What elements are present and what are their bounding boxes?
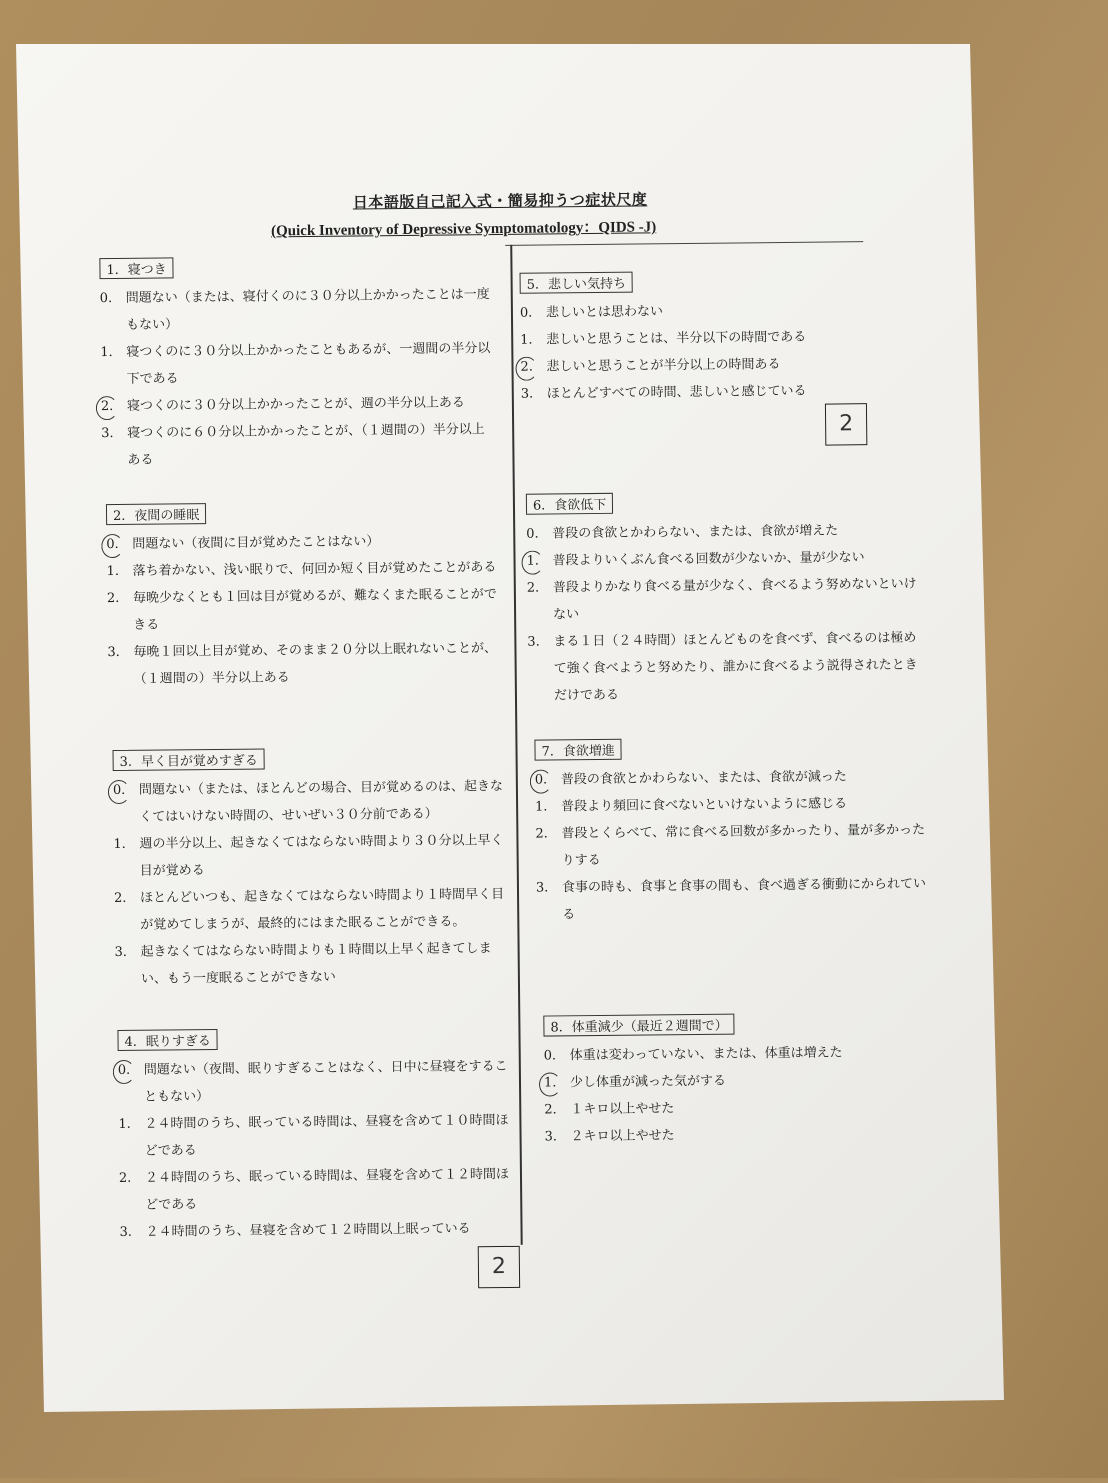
section-heading: 4．眠りすぎる (117, 1029, 217, 1051)
circled-option-number: 1． (526, 547, 548, 574)
option-item-selected[interactable] (520, 350, 840, 380)
section-heading: 5．悲しい気持ち (520, 272, 633, 294)
option-number: 2． (106, 590, 129, 607)
option-number: 3． (527, 634, 549, 650)
section-appetite-increase (534, 735, 932, 928)
circled-option-number: 0． (106, 531, 128, 558)
option-number: 2． (526, 580, 549, 596)
section-heading: 6．食欲低下 (526, 493, 613, 515)
option-text: 普段の食欲とかわらない、または、食欲が増えた (552, 523, 839, 542)
option-text: ほとんどいつも、起きなくてはならない時間より１時間早く目が覚めてしまうが、最終的にはまた眠ることができる。 (139, 886, 505, 933)
option-number: 1． (118, 1116, 140, 1133)
option-number: 3． (544, 1129, 566, 1145)
option-item-selected[interactable] (118, 1053, 517, 1111)
option-number: 3． (114, 944, 136, 961)
option-number: 1． (106, 563, 128, 580)
option-item[interactable] (544, 1093, 924, 1124)
option-item[interactable] (535, 816, 932, 874)
option-item[interactable] (544, 1039, 924, 1070)
option-number: 0． (519, 305, 542, 321)
option-text: 寝つくのに３０分以上かかったこともあるが、一週間の半分以下である (126, 341, 491, 387)
section-heading: 2．夜間の睡眠 (106, 503, 206, 525)
option-text: 問題ない（夜間、眠りすぎることはなく、日中に昼寝をすることもない） (143, 1058, 508, 1105)
option-number: 3． (107, 644, 129, 661)
option-number: 0． (526, 526, 548, 542)
option-item[interactable] (527, 571, 922, 629)
option-number: 3． (119, 1224, 141, 1241)
option-item[interactable] (527, 625, 922, 710)
option-item[interactable] (107, 581, 504, 639)
option-item[interactable] (119, 1215, 517, 1246)
option-text: 体重は変わっていない、または、体重は増えた (569, 1045, 843, 1064)
option-number: 1． (520, 332, 542, 348)
score-box: 2 (825, 403, 867, 445)
option-item[interactable] (100, 281, 493, 339)
section-appetite-decrease (526, 490, 922, 710)
circled-option-number: 0． (118, 1057, 140, 1084)
option-text: 寝つくのに３０分以上かかったことが、週の半分以上ある (126, 395, 465, 414)
option-text: 問題ない（または、ほとんどの場合、目が覚めるのは、起きなくてはいけない時間の、せいぜい３０分前である） (138, 778, 503, 825)
section-heading: 3．早く目が覚めすぎる (113, 748, 265, 771)
option-text: 普段の食欲とかわらない、または、食欲が減った (560, 769, 847, 788)
section-early-waking (113, 746, 512, 993)
option-item[interactable] (544, 1120, 924, 1151)
section-night-sleep (106, 500, 504, 693)
option-text: 毎晩１回以上目が覚め、そのまま２０分以上眠れないことが、（１週間の）半分以上ある (133, 641, 498, 687)
document-title: 日本語版自己記入式・簡易抑うつ症状尺度 (352, 190, 648, 212)
section-sadness (520, 269, 841, 407)
document-subtitle: (Quick Inventory of Depressive Symptomatology：QIDS -J) (270, 219, 657, 240)
option-text: ２キロ以上やせた (570, 1128, 675, 1145)
option-item-selected[interactable] (535, 762, 931, 793)
option-text: ２４時間のうち、昼寝を含めて１２時間以上眠っている (145, 1221, 471, 1240)
circled-option-number: 1． (544, 1069, 566, 1096)
option-item[interactable] (106, 554, 502, 585)
option-text: １キロ以上やせた (570, 1101, 675, 1118)
section-heading: 8．体重減少（最近２週間で） (543, 1014, 734, 1037)
option-text: ほとんどすべての時間、悲しいと感じている (546, 383, 807, 402)
option-text: 悲しいと思うことが半分以上の時間ある (546, 357, 781, 375)
option-item[interactable] (100, 335, 493, 393)
option-number: 1． (100, 344, 122, 361)
option-number: 2． (113, 890, 136, 907)
option-number: 3． (520, 386, 543, 402)
option-item-selected[interactable] (544, 1066, 924, 1097)
option-item[interactable] (521, 377, 841, 407)
option-item-selected[interactable] (101, 389, 493, 420)
option-item[interactable] (101, 416, 494, 474)
option-text: 問題ない（または、寝付くのに３０分以上かかったことは一度もない） (125, 287, 490, 333)
option-text: 毎晩少なくとも１回は目が覚めるが、難なくまた眠ることができる (132, 587, 497, 633)
option-item[interactable] (114, 935, 511, 993)
option-text: 普段より頻回に食べないといけないように感じる (561, 796, 848, 815)
option-text: 落ち着かない、浅い眠りで、何回か短く目が覚めたことがある (132, 560, 497, 579)
option-text: 悲しいとは思わない (545, 304, 664, 321)
option-text: 食事の時も、食事と食事の間も、食べ過ぎる衝動にかられている (561, 876, 927, 923)
option-number: 0． (543, 1048, 566, 1064)
section-weight-loss (543, 1012, 924, 1151)
section-heading: 7．食欲増進 (534, 739, 621, 761)
section-sleep-onset (99, 254, 493, 474)
option-item[interactable] (114, 881, 511, 939)
option-number: 3． (101, 425, 123, 442)
option-item[interactable] (535, 789, 931, 820)
option-number: 2． (535, 826, 557, 842)
option-number: 3． (535, 880, 558, 896)
option-text: 普段とくらべて、常に食べる回数が多かったり、量が多かったりする (561, 822, 926, 869)
option-text: 普段よりいくぶん食べる回数が少ないか、量が少ない (552, 550, 865, 569)
option-text: 普段よりかなり食べる量が少なく、食べるよう努めないといけない (552, 576, 917, 623)
option-number: 1． (113, 836, 135, 853)
option-text: 起きなくてはならない時間よりも１時間以上早く起きてしまい、もう一度眠ることができない (140, 941, 492, 987)
option-item[interactable] (119, 1161, 518, 1219)
option-text: 悲しいと思うことは、半分以下の時間である (546, 329, 807, 348)
option-text: ２４時間のうち、眠っている時間は、昼寝を含めて１０時間ほどである (144, 1112, 509, 1159)
option-text: まる１日（２４時間）ほとんどものを食べず、食べるのは極めて強く食べようと努めたり、誰かに食べるよう説得されたときだけである (553, 630, 918, 704)
option-item[interactable] (113, 827, 510, 885)
option-item-selected[interactable] (526, 544, 920, 575)
option-number: 1． (535, 799, 557, 815)
option-item[interactable] (520, 296, 840, 326)
option-number: 0． (99, 290, 122, 307)
option-item[interactable] (520, 323, 840, 353)
option-item[interactable] (107, 635, 504, 693)
option-item[interactable] (118, 1107, 517, 1165)
option-text: 少し体重が減った気がする (569, 1073, 727, 1091)
option-number: 2． (544, 1102, 566, 1118)
option-number: 2． (118, 1170, 141, 1187)
option-text: 寝つくのに６０分以上かかったことが、（１週間の）半分以上ある (127, 422, 485, 468)
circled-option-number: 0． (535, 766, 557, 793)
option-item-selected[interactable] (113, 773, 510, 831)
option-item-selected[interactable] (106, 527, 502, 558)
circled-option-number: 2． (101, 393, 123, 420)
option-item[interactable] (536, 870, 933, 928)
option-text: ２４時間のうち、眠っている時間は、昼寝を含めて１２時間ほどである (144, 1166, 510, 1213)
option-item[interactable] (526, 517, 920, 548)
option-text: 問題ない（夜間に目が覚めたことはない） (132, 534, 380, 552)
score-box: 2 (478, 1246, 520, 1288)
section-oversleeping (117, 1026, 517, 1246)
circled-option-number: 0． (113, 777, 135, 804)
section-heading: 1．寝つき (99, 257, 173, 279)
circled-option-number: 2． (520, 354, 542, 381)
option-text: 週の半分以上、起きなくてはならない時間より３０分以上早く目が覚める (139, 832, 504, 879)
header-rule (505, 241, 863, 246)
